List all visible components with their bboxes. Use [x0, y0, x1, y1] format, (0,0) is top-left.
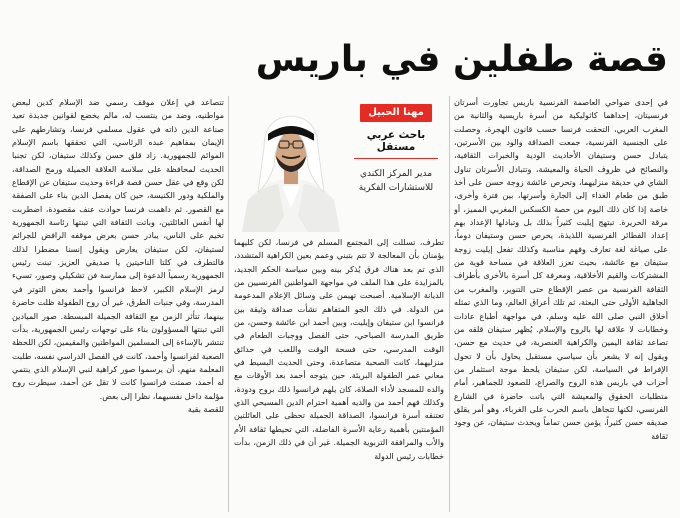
- column-divider: [228, 96, 229, 512]
- column-right-text: في إحدى ضواحي العاصمة الفرنسية باريس تجاورت أسرتان فرنسيتان، إحداهما كاثوليكية من أسرة باريسية والثانية من المغرب العربي، التحقت فرنسا حسب قانون الهجرة، وحصلت على الجنسية الفرنسية، جمعت الصداقة والود بين الأسرتين، يتبادل حسن وستيفان الأحاديث الودية والخبرات الثقافية، والنصائح في ظروف الحياة والمعيشة، وتتبادل الأسرتان تناول الشاي في حديقة منزليهما، وتحرص عائشة زوجة حسن على أخذ طبق من طعام الغداء إلى الجارة وأسرتها، بين فترة وأخرى، خاصة إذا كان ذلك اليوم من حصة الكسكس المغربي المميز، أو مرقة الحريرة. تبتهج إيليت كثيراً بذلك بل وتبادلها الإعداد بهم إعداد الفطائر الفرنسية اللذيذة، يحرص حسن وستيفان دوماً، على صياغة لغة تعارف وفهم مناسبة وكذلك تفعل إيليت زوجة ستيفان مع عائشة، بحيث تعزز العلاقة في مساحة قوية من المشتركات والقيم الأخلاقية، ومعرفة كل أسرة بالأخرى بأطراف الثقافة الفرنسية من عصر الإقطاع حتى التنوير، والمغرب من الجاهلية الأولى حتى البعثة، ثم تلك أعراق العالم، وما الذي تمثله أخلاق النبي صلى الله عليه وسلم، في مواجهة أطباع عادات وخطابات لا علاقة لها بالروح والإسلام. يُظهر ستيفان قلقه من تصاعد ثقافة اليمين والكراهية العنصرية، في حديث مع حسن، ويقول إنه لا يشعر بأن سياسي مستقبل يحاول بأن لا تحول الإفراط في السياسة، لكن ستيفان يلحظ موجة استثمار من أحزاب في باريس هذه الروح والصراع، للصعود للجماهير، أمام متطلبات الحقوق والمعيشة التي باتت حاضرة في الشارع الفرنسي، لكنها تتجاهل باسم الحرب على الغرباء، وهو أمر يقلق صديقه حسن كثيراً، يؤمن حسن تماماً ويحدث ستيفان، عن وجود ثقافة: [454, 98, 668, 441]
- column-divider: [449, 96, 450, 512]
- article-headline: قصة طفلين في باريس: [255, 39, 668, 80]
- author-role: باحث عربي مستقل: [366, 129, 426, 153]
- article-column-middle: [234, 236, 444, 512]
- author-box: [234, 96, 444, 232]
- continued-note: للقصة بقية: [187, 404, 224, 414]
- article-column-left: [12, 96, 224, 512]
- author-affiliation: مدير المركز الكندي للاستشارات الفكرية: [358, 169, 434, 193]
- column-middle-text: تطرف، تسللت إلى المجتمع المسلم في فرنسا، لكن كليهما يؤمنان بأن المعالجة لا تتم بتبني وعمم بعين الكراهية المتشدد، الذي تم بعد هناك فرق يُذكر بينه وبين سياسة الحكم الجديد، بالمزايدة على هذا الملف في مواجهة المواطنين الفرنسيين من الديانة الإسلامية. أصبحت تهيمن على وسائل الإعلام المدعومة من الدولة. في ذلك الجو المتفاهم نشأت صداقة وثيقة بين فرانسوا ابن ستيفان وإيليت، وبين أحمد ابن عائشة وحسن، من طريق المدرسة الصباحي، حتى الفصل ووجبات الطعام في الوقت المدرسي، حتى فسحة الوقت واللعب في حدائق منزليهما، كانت الصحبة متصاعدة، وحتى الحديث البسيط في معاني عمر الطفولة البريئة. حين يتوجه أحمد بعد الأوقات مع والده للمسجد لأداء الصلاة، كان يلهم فرانسوا ذلك بروح ودودة، وكذلك فهم أحمد من والديه أهمية احترام الدين المسيحي الذي تعتنقه أسرة فرانسوا، الصداقة الجميلة تحظى على العائلتين المؤمنتين بأهمية رعاية الأسرة الفاضلة، التي تحيطها ثقافة الأم والأب والمرافقة التربوية الجميلة. غير أن في ذلك الزمن، بدأت خطابات رئيس الدولة: [234, 238, 444, 461]
- author-portrait: [234, 96, 348, 232]
- author-name: مهنا الحبيل: [360, 104, 432, 122]
- author-divider: [354, 158, 438, 159]
- author-info: [348, 100, 444, 195]
- column-left-text: تتصاعد في إعلان موقف رسمي ضد الإسلام كدين لبعض مواطنيه، وضد من ينتسب له، مالم يخضع لقوانين جديدة تعيد صناعة الدين ذاته في عقول مسلمي فرنسا، وتشارطهم على الإيمان بمفاهيم عبده الرئاسي، التي تحققها باسم الإسلام الموائم للجمهورية. زاد قلق حسن وكذلك ستيفان، لكن تجنبا الحديث لمحافظة على سلاسة العلاقة الجميلة ورمح الصداقة، لكن وقع في عقل حسن قصة قراءة وحديث ستيفان عن الإقطاع والملكية ودور الكنيسة، حين كان يفصل الدين بناء على الصفقة مع القصور. ثم داهمت فرنسا حوادث عنف مقصودة، اضطربت لها أنفس العائلتين، وباتت الثقافة التي تبنتها رئاسة الجمهورية تخيم على الناس، يبادر حسن بعرض موقفه الرافض للجرائم لستيفان، لكن ستيفان يعارض ويقول إنسنا مضطرا لذلك فالتطرف في كلتا الناحيتين يا صديقي العزيز. تبنت رئيس الجمهورية رسمياً الدعوة إلى ممارسة فن تشكيلي وصور، تسيء لرمز الإسلام الكبير، لاحظ فرانسوا وأحمد بعض التوتر في المدرسة، وفي جنبات الطرق، غير أن روح الطفولة ظلت حاضرة بينهما، تتأثر الزمن مع الثقافة الجميلة المبسطة. صور الميادين التي تبنتها المسؤولون بناء على توجهات رئيس الجمهورية، بدأت تنتشر بالإساءة إلى المسلمين المواطنين والمقيمين، لكن اللحظة الصعبة لفرانسوا وأحمد، كانت في الفصل الدراسي نفسه، طلبت المعلمة منهم، أن يرسموا صور كراهية لنبي الإسلام الذي ينتمي له أحمد، صمتت فرانسوا كانت لا تقل عن أحمد، سيطرت روح مؤلمة داخل نفسيهما، نظرا إلى بعض.: [12, 98, 224, 401]
- article-column-right: [454, 96, 668, 512]
